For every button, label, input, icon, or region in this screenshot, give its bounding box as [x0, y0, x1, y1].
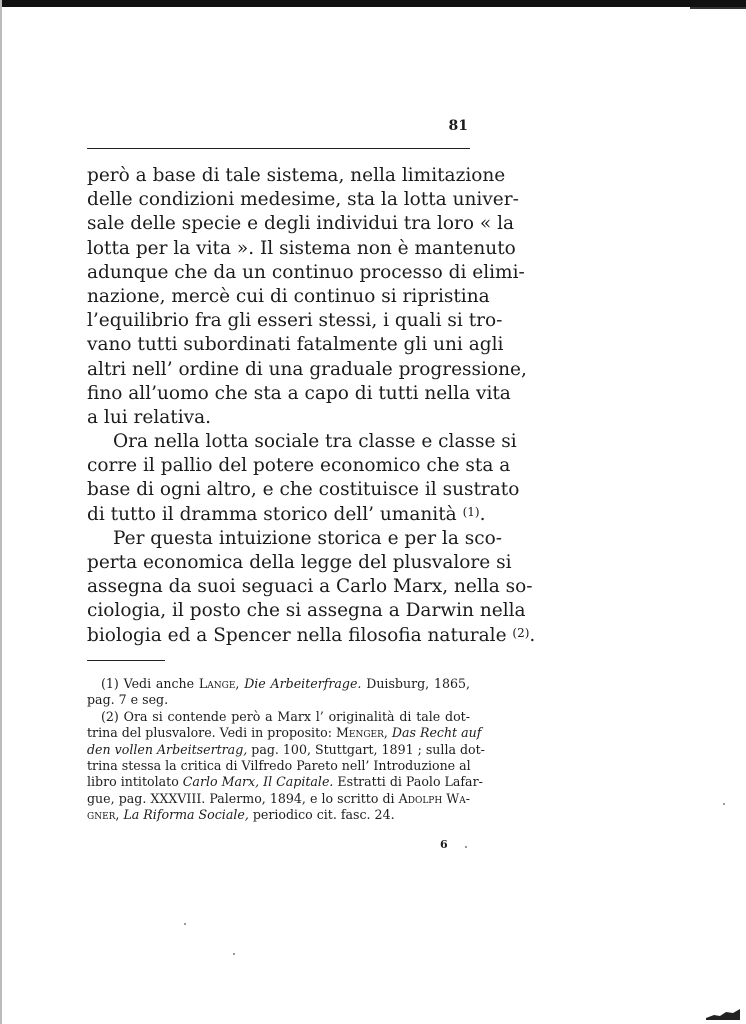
page-top-border [0, 0, 746, 7]
footnote-text: trina del plusvalore. Vedi in proposito: [87, 725, 332, 741]
footnote-author: Menger, [335, 725, 388, 741]
footnote-title: Das Recht auf [391, 725, 482, 741]
footnote-text: gue, pag. XXXVIII. Palermo, 1894, e lo scritto di [87, 790, 395, 806]
text-line: a lui relativa. [87, 406, 211, 428]
signature-mark: 6 [440, 838, 448, 851]
footnote-ref-1: (1) [462, 504, 480, 519]
text-line: ciologia, il posto che si assegna a Darwin nella [87, 600, 526, 622]
text-line: sale delle specie e degli individui tra loro « la [87, 213, 515, 235]
footnote-2-line [87, 807, 470, 823]
footnote-author: Lange [198, 676, 236, 691]
text-line: lotta per la vita ». Il sistema non è mantenuto [87, 237, 516, 259]
footnote-marker: (2) [101, 708, 119, 724]
footnote-marker: (1) [101, 676, 119, 691]
footnote-rule [87, 660, 165, 661]
line-end-punct: . [479, 503, 486, 525]
text-line: fino all’uomo che sta a capo di tutti nella vita [87, 382, 511, 404]
footnote-text: Ora si contende però a Marx l’ originalità di tale dot- [123, 708, 470, 724]
paper-speck [723, 803, 725, 805]
footnote-title: den vollen Arbeitsertrag, [87, 741, 248, 757]
footnote-1-line: (1) Vedi anche Lange, Die Arbeiterfrage. Duisburg, 1865, [101, 676, 470, 691]
text-line: assegna da suoi seguaci a Carlo Marx, nella so- [87, 576, 533, 598]
page-top-border-tail [690, 7, 746, 9]
footnote-2-line [87, 709, 470, 725]
footnote-2-line: trina stessa la critica di Vilfredo Pareto nell’ Introduzione al [87, 757, 471, 773]
text-line [87, 503, 486, 527]
footnote-text: libro intitolato [87, 774, 179, 790]
paper-speck [184, 923, 186, 925]
main-text [87, 164, 536, 648]
page-edge-mark [706, 1006, 740, 1020]
footnotes [87, 676, 485, 824]
footnote-text: periodico cit. fasc. 24. [252, 807, 395, 823]
footnote-2-line [87, 725, 482, 741]
text-line: Ora nella lotta sociale tra classe e classe si [113, 431, 517, 453]
text-line: l’equilibrio fra gli esseri stessi, i quali si tro- [87, 310, 503, 332]
footnote-title: Die Arbeiterfrage. [244, 676, 362, 691]
paper-speck [233, 953, 235, 955]
header-rule [87, 148, 470, 149]
footnote-author: gner, [87, 807, 120, 823]
page-left-edge [0, 0, 2, 1024]
text-line: altri nell’ ordine di una graduale progressione, [87, 358, 527, 380]
line-end-punct: . [529, 624, 536, 646]
footnote-2-line [87, 774, 483, 790]
footnote-title: Carlo Marx, Il Capitale. [182, 774, 334, 790]
text-line [87, 624, 536, 648]
footnote-text: Estratti di Paolo Lafar- [337, 774, 483, 790]
text-line: corre il pallio del potere economico che sta a [87, 455, 511, 477]
page-number: 81 [448, 118, 468, 134]
footnote-2-line [87, 791, 470, 807]
text-line: vano tutti subordinati fatalmente gli uni agli [87, 334, 504, 356]
text-line-content: biologia ed a Spencer nella filosofia naturale [87, 624, 507, 646]
footnote-title: La Riforma Sociale, [123, 807, 249, 823]
footnote-text: Duisburg, 1865, [366, 676, 470, 691]
text-line-content: di tutto il dramma storico dell’ umanità [87, 503, 457, 525]
text-line: nazione, mercè cui di continuo si ripristina [87, 285, 490, 307]
footnote-1-line: pag. 7 e seg. [87, 692, 169, 708]
text-line: Per questa intuizione storica e per la sco- [113, 527, 502, 549]
footnote-2-line [87, 741, 485, 758]
text-line: delle condizioni medesime, sta la lotta univer- [87, 189, 519, 211]
paper-speck [465, 846, 467, 848]
text-line: base di ogni altro, e che costituisce il sustrato [87, 479, 520, 501]
footnote-author: Adolph Wa- [398, 790, 470, 806]
footnote-text: Vedi anche [123, 676, 195, 691]
text-line: però a base di tale sistema, nella limitazione [87, 165, 506, 186]
text-line: adunque che da un continuo processo di elimi- [87, 261, 525, 283]
text-line: perta economica della legge del plusvalore si [87, 552, 512, 573]
footnote-ref-2: (2) [512, 625, 530, 640]
footnote-text: pag. 100, Stuttgart, 1891 ; sulla dot- [251, 741, 485, 757]
